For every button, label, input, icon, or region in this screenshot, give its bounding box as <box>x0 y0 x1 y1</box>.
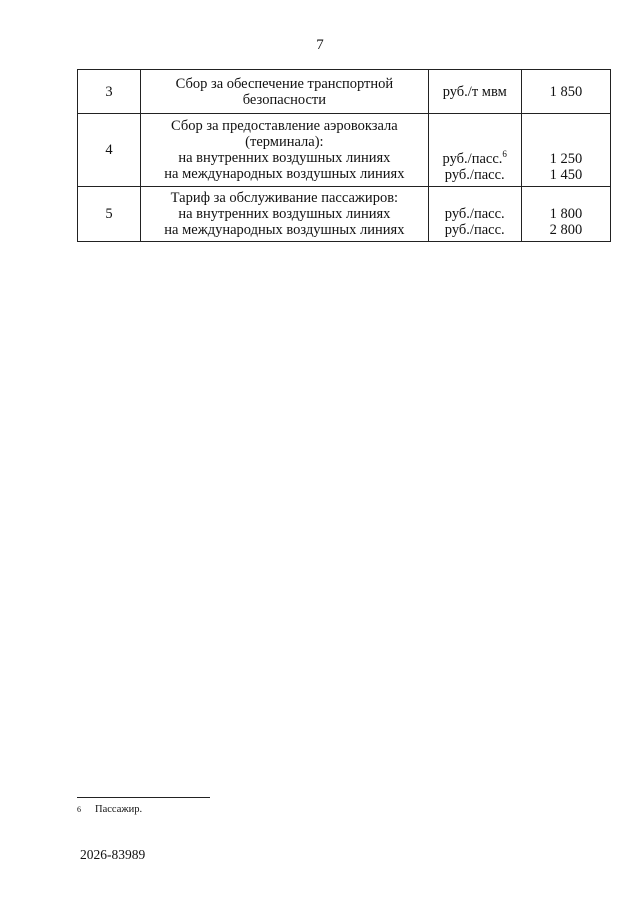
value-cell <box>521 114 610 187</box>
fees-table <box>77 69 611 242</box>
value-cell <box>521 187 610 242</box>
value-line: 1 800 <box>549 206 583 222</box>
fee-name-line: Сбор за обеспечение транспортной <box>175 75 394 92</box>
unit-line: руб./пасс. <box>442 151 503 167</box>
table-row <box>78 70 611 114</box>
fee-name-cell <box>141 70 429 114</box>
fee-name-line: на международных воздушных линиях <box>164 222 405 238</box>
value-line: 1 450 <box>549 167 583 183</box>
fee-name-cell <box>141 187 429 242</box>
footnote-mark: 6 <box>77 805 81 814</box>
unit-line-with-footnote <box>433 151 517 167</box>
value-line: 1 850 <box>549 83 583 100</box>
unit-cell <box>428 187 521 242</box>
fee-name-line: на внутренних воздушных линиях <box>178 206 391 222</box>
document-code: 2026-83989 <box>80 847 146 862</box>
row-number: 4 <box>78 114 141 187</box>
value-line: 1 250 <box>549 151 583 167</box>
value-line: 2 800 <box>549 222 583 238</box>
fee-name-line: Тариф за обслуживание пассажиров: <box>170 190 399 206</box>
footnote-text: Пассажир. <box>95 804 143 815</box>
unit-cell <box>428 114 521 187</box>
table-row <box>78 187 611 242</box>
table-row <box>78 114 611 187</box>
footnote <box>77 804 142 816</box>
fee-name-line: на внутренних воздушных линиях <box>178 150 391 166</box>
fee-name-line: безопасности <box>242 91 326 108</box>
row-number: 5 <box>78 187 141 242</box>
fee-name-line: (терминала): <box>245 134 324 150</box>
fee-name-line: Сбор за предоставление аэровокзала <box>171 118 398 134</box>
unit-line: руб./пасс. <box>444 206 505 222</box>
page-number: 7 <box>316 37 324 53</box>
unit-line: руб./т мвм <box>442 83 507 100</box>
unit-line: руб./пасс. <box>444 167 505 183</box>
fee-name-line: на международных воздушных линиях <box>164 166 405 182</box>
unit-cell <box>428 70 521 114</box>
footnote-reference: 6 <box>502 149 507 160</box>
value-cell <box>521 70 610 114</box>
row-number: 3 <box>78 70 141 114</box>
fee-name-cell <box>141 114 429 187</box>
footnote-divider <box>77 797 210 798</box>
unit-line: руб./пасс. <box>444 222 505 238</box>
